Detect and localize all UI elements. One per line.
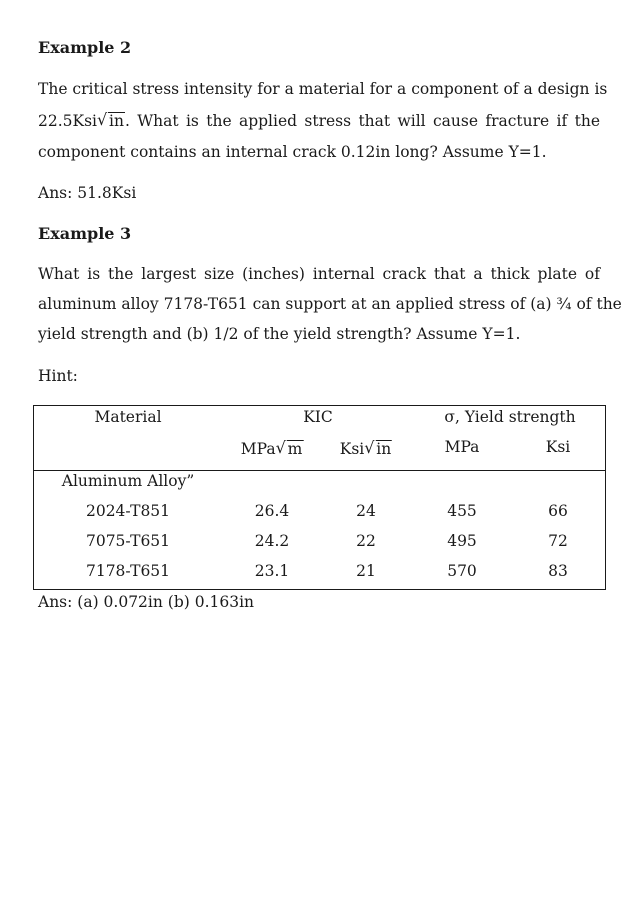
row-kic-mpa: 26.4: [254, 502, 290, 520]
header-unit-mpa-sqrt-m: MPa√ m: [241, 440, 304, 458]
example-2-heading: Example 2: [38, 38, 132, 57]
row-ys-ksi: 83: [548, 562, 568, 580]
row-ys-ksi: 66: [548, 502, 568, 520]
header-unit-ksi-sqrt-in: Ksi√ in: [340, 440, 392, 458]
example-2-line-1: The critical stress intensity for a material for a component of a design is: [38, 80, 608, 98]
row-kic-ksi: 21: [356, 562, 376, 580]
example-3-answer: Ans: (a) 0.072in (b) 0.163in: [38, 593, 255, 611]
group-label-aluminum-alloy: Aluminum Alloy”: [61, 472, 195, 490]
header-kic: KIC: [303, 408, 333, 426]
header-material: Material: [94, 408, 162, 426]
row-ys-mpa: 495: [447, 532, 477, 550]
row-kic-ksi: 24: [356, 502, 376, 520]
row-kic-mpa: 24.2: [254, 532, 290, 550]
example-3-hint: Hint:: [38, 367, 78, 385]
header-yield-strength: σ, Yield strength: [444, 408, 576, 426]
row-ys-mpa: 570: [447, 562, 477, 580]
example-3-line-3: yield strength and (b) 1/2 of the yield strength? Assume Y=1.: [38, 325, 521, 343]
row-material: 7178-T651: [85, 562, 171, 580]
example-2-line-2-rest: . What is the applied stress that will cause fracture if the: [124, 112, 600, 130]
example-3-heading: Example 3: [38, 224, 132, 243]
row-kic-ksi: 22: [356, 532, 376, 550]
header-unit-mpa: MPa: [444, 438, 480, 456]
header-unit-ksi: Ksi: [545, 438, 571, 456]
row-ys-mpa: 455: [447, 502, 477, 520]
example-2-line-3: component contains an internal crack 0.12in long? Assume Y=1.: [38, 143, 547, 161]
example-3-line-1: What is the largest size (inches) internal crack that a thick plate of: [38, 265, 600, 283]
row-kic-mpa: 23.1: [254, 562, 290, 580]
row-material: 2024-T851: [85, 502, 171, 520]
example-2-answer: Ans: 51.8Ksi: [38, 184, 137, 202]
table-header-divider: [33, 470, 606, 471]
example-2-line-2: [38, 112, 600, 130]
row-material: 7075-T651: [85, 532, 171, 550]
example-2-kic-value: 22.5Ksi√ in: [38, 112, 125, 130]
example-3-line-2: aluminum alloy 7178-T651 can support at an applied stress of (a) ¾ of the: [38, 295, 622, 313]
row-ys-ksi: 72: [548, 532, 568, 550]
